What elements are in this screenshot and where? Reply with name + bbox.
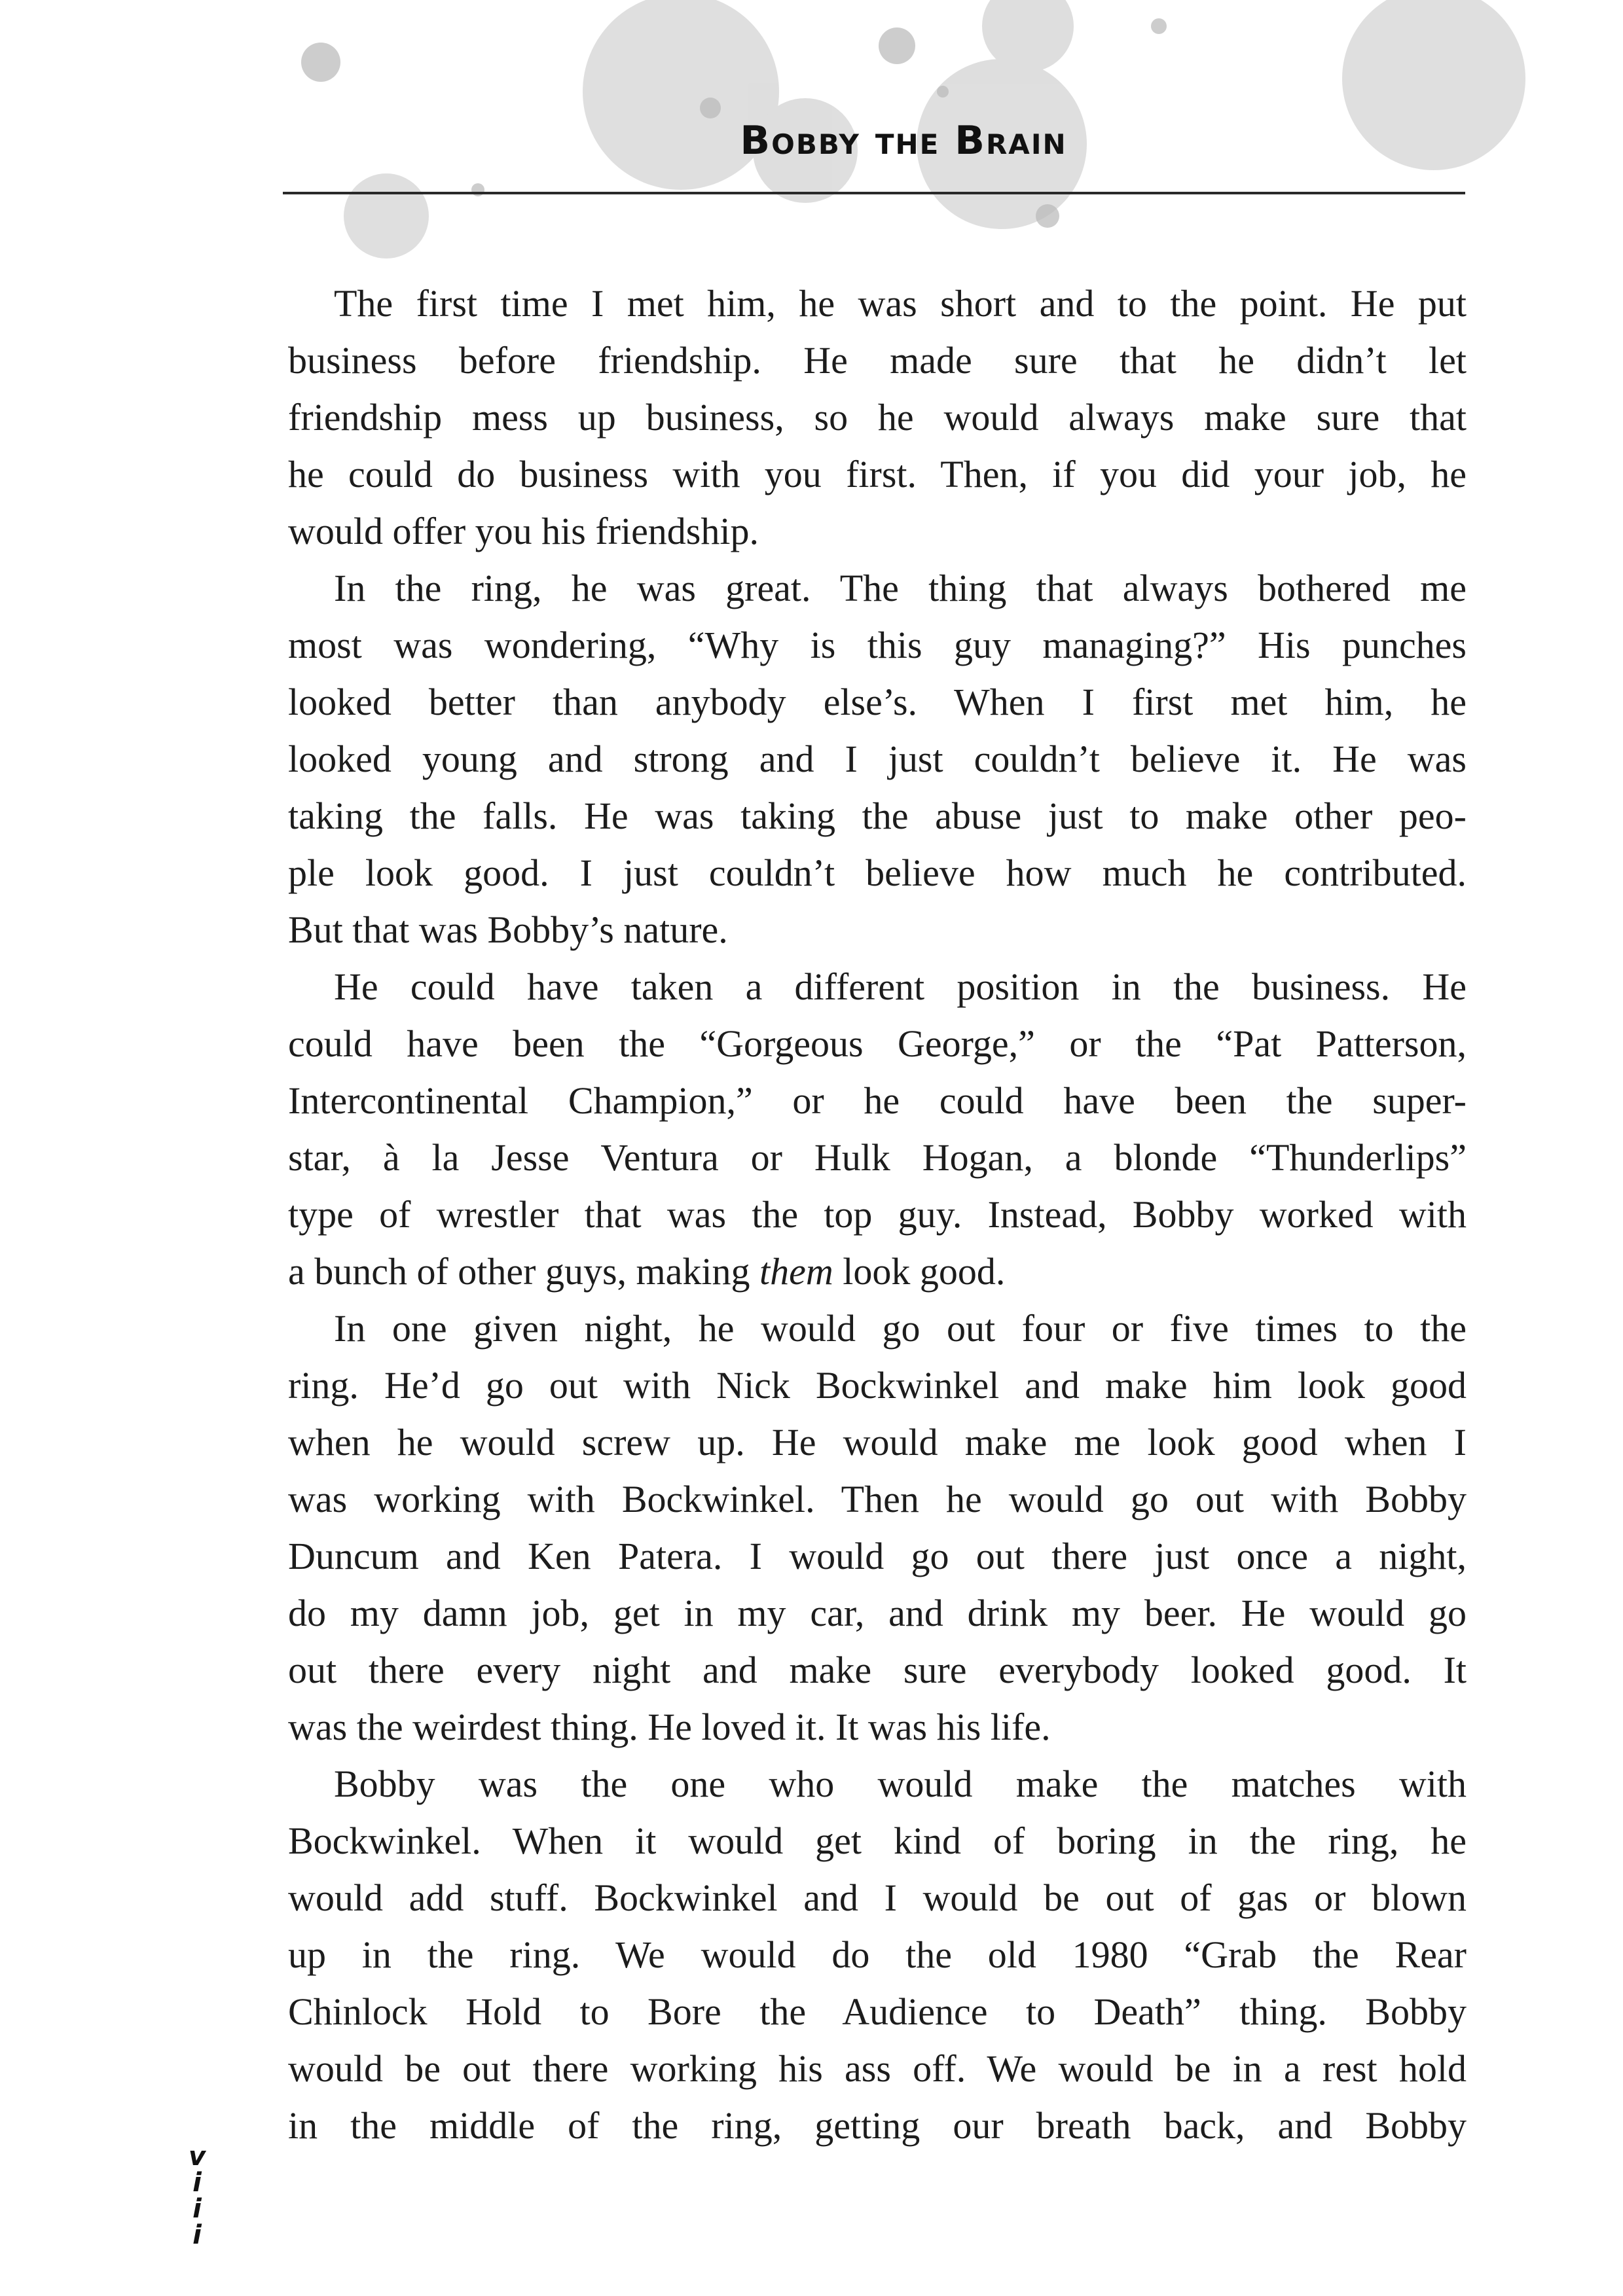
text-line: ple look good. I just couldn’t believe how much he contributed. <box>288 852 1467 894</box>
text-line: taking the falls. He was taking the abuse just to make other peo- <box>288 795 1467 837</box>
splatter-dot <box>471 183 484 196</box>
splatter-dot <box>937 86 949 98</box>
page-number-char: v <box>188 2142 206 2172</box>
running-head: Bobby the Brain <box>740 118 1067 164</box>
text-line: Bockwinkel. When it would get kind of boring in the ring, he <box>288 1820 1467 1862</box>
splatter-dot <box>879 27 915 64</box>
text-line: would add stuff. Bockwinkel and I would be out of gas or blown <box>288 1876 1467 1919</box>
text-line: would be out there working his ass off. We would be in a rest hold <box>288 2047 1467 2090</box>
text-line: The first time I met him, he was short and to the point. He put <box>334 282 1467 325</box>
text-line: was working with Bockwinkel. Then he would go out with Bobby <box>288 1478 1467 1520</box>
text-line: most was wondering, “Why is this guy managing?” His punches <box>288 624 1467 666</box>
text-line: In one given night, he would go out four or five times to the <box>334 1307 1467 1350</box>
page-number-char: i <box>192 2220 202 2250</box>
text-line: Intercontinental Champion,” or he could have been the super- <box>288 1079 1467 1122</box>
text-line: type of wrestler that was the top guy. Instead, Bobby worked with <box>288 1193 1467 1236</box>
page-number-char: i <box>192 2194 202 2224</box>
text-line: a bunch of other guys, making them look good. <box>288 1250 1006 1293</box>
text-line: would offer you his friendship. <box>288 510 759 552</box>
splatter-dot <box>700 98 721 118</box>
page-number-char: i <box>192 2168 202 2198</box>
text-line: looked better than anybody else’s. When I first met him, he <box>288 681 1467 723</box>
text-line: friendship mess up business, so he would always make sure that <box>288 396 1467 439</box>
splatter-blob <box>344 173 429 259</box>
body-text <box>288 275 1467 2154</box>
splatter-blob <box>1342 0 1525 170</box>
text-line: in the middle of the ring, getting our breath back, and Bobby <box>288 2104 1467 2147</box>
text-line: out there every night and make sure everybody looked good. It <box>288 1649 1467 1691</box>
splatter-dot <box>1151 18 1167 34</box>
text-line: Bobby was the one who would make the matches with <box>334 1763 1467 1805</box>
text-line: was the weirdest thing. He loved it. It was his life. <box>288 1706 1051 1748</box>
text-line: ring. He’d go out with Nick Bockwinkel and make him look good <box>288 1364 1467 1407</box>
text-line: star, à la Jesse Ventura or Hulk Hogan, a blonde “Thunderlips” <box>288 1136 1467 1179</box>
text-line: could have been the “Gorgeous George,” or the “Pat Patterson, <box>288 1022 1467 1065</box>
emphasis: them <box>759 1250 833 1293</box>
text-line: Duncum and Ken Patera. I would go out there just once a night, <box>288 1535 1467 1577</box>
text-line: he could do business with you first. Then, if you did your job, he <box>288 453 1467 495</box>
text-line: do my damn job, get in my car, and drink my beer. He would go <box>288 1592 1467 1634</box>
text-line: looked young and strong and I just couldn’t believe it. He was <box>288 738 1467 780</box>
text-line: He could have taken a different position in the business. He <box>334 965 1467 1008</box>
page-number <box>187 2144 207 2248</box>
text-line: In the ring, he was great. The thing that always bothered me <box>334 567 1467 609</box>
text-line: when he would screw up. He would make me look good when I <box>288 1421 1467 1463</box>
text-line: But that was Bobby’s nature. <box>288 908 728 951</box>
text-line: business before friendship. He made sure that he didn’t let <box>288 339 1467 382</box>
text-line: Chinlock Hold to Bore the Audience to Death” thing. Bobby <box>288 1990 1467 2033</box>
header-rule <box>283 192 1465 194</box>
splatter-dot <box>1036 204 1059 228</box>
splatter-dot <box>301 43 340 82</box>
text-line: up in the ring. We would do the old 1980 “Grab the Rear <box>288 1933 1467 1976</box>
